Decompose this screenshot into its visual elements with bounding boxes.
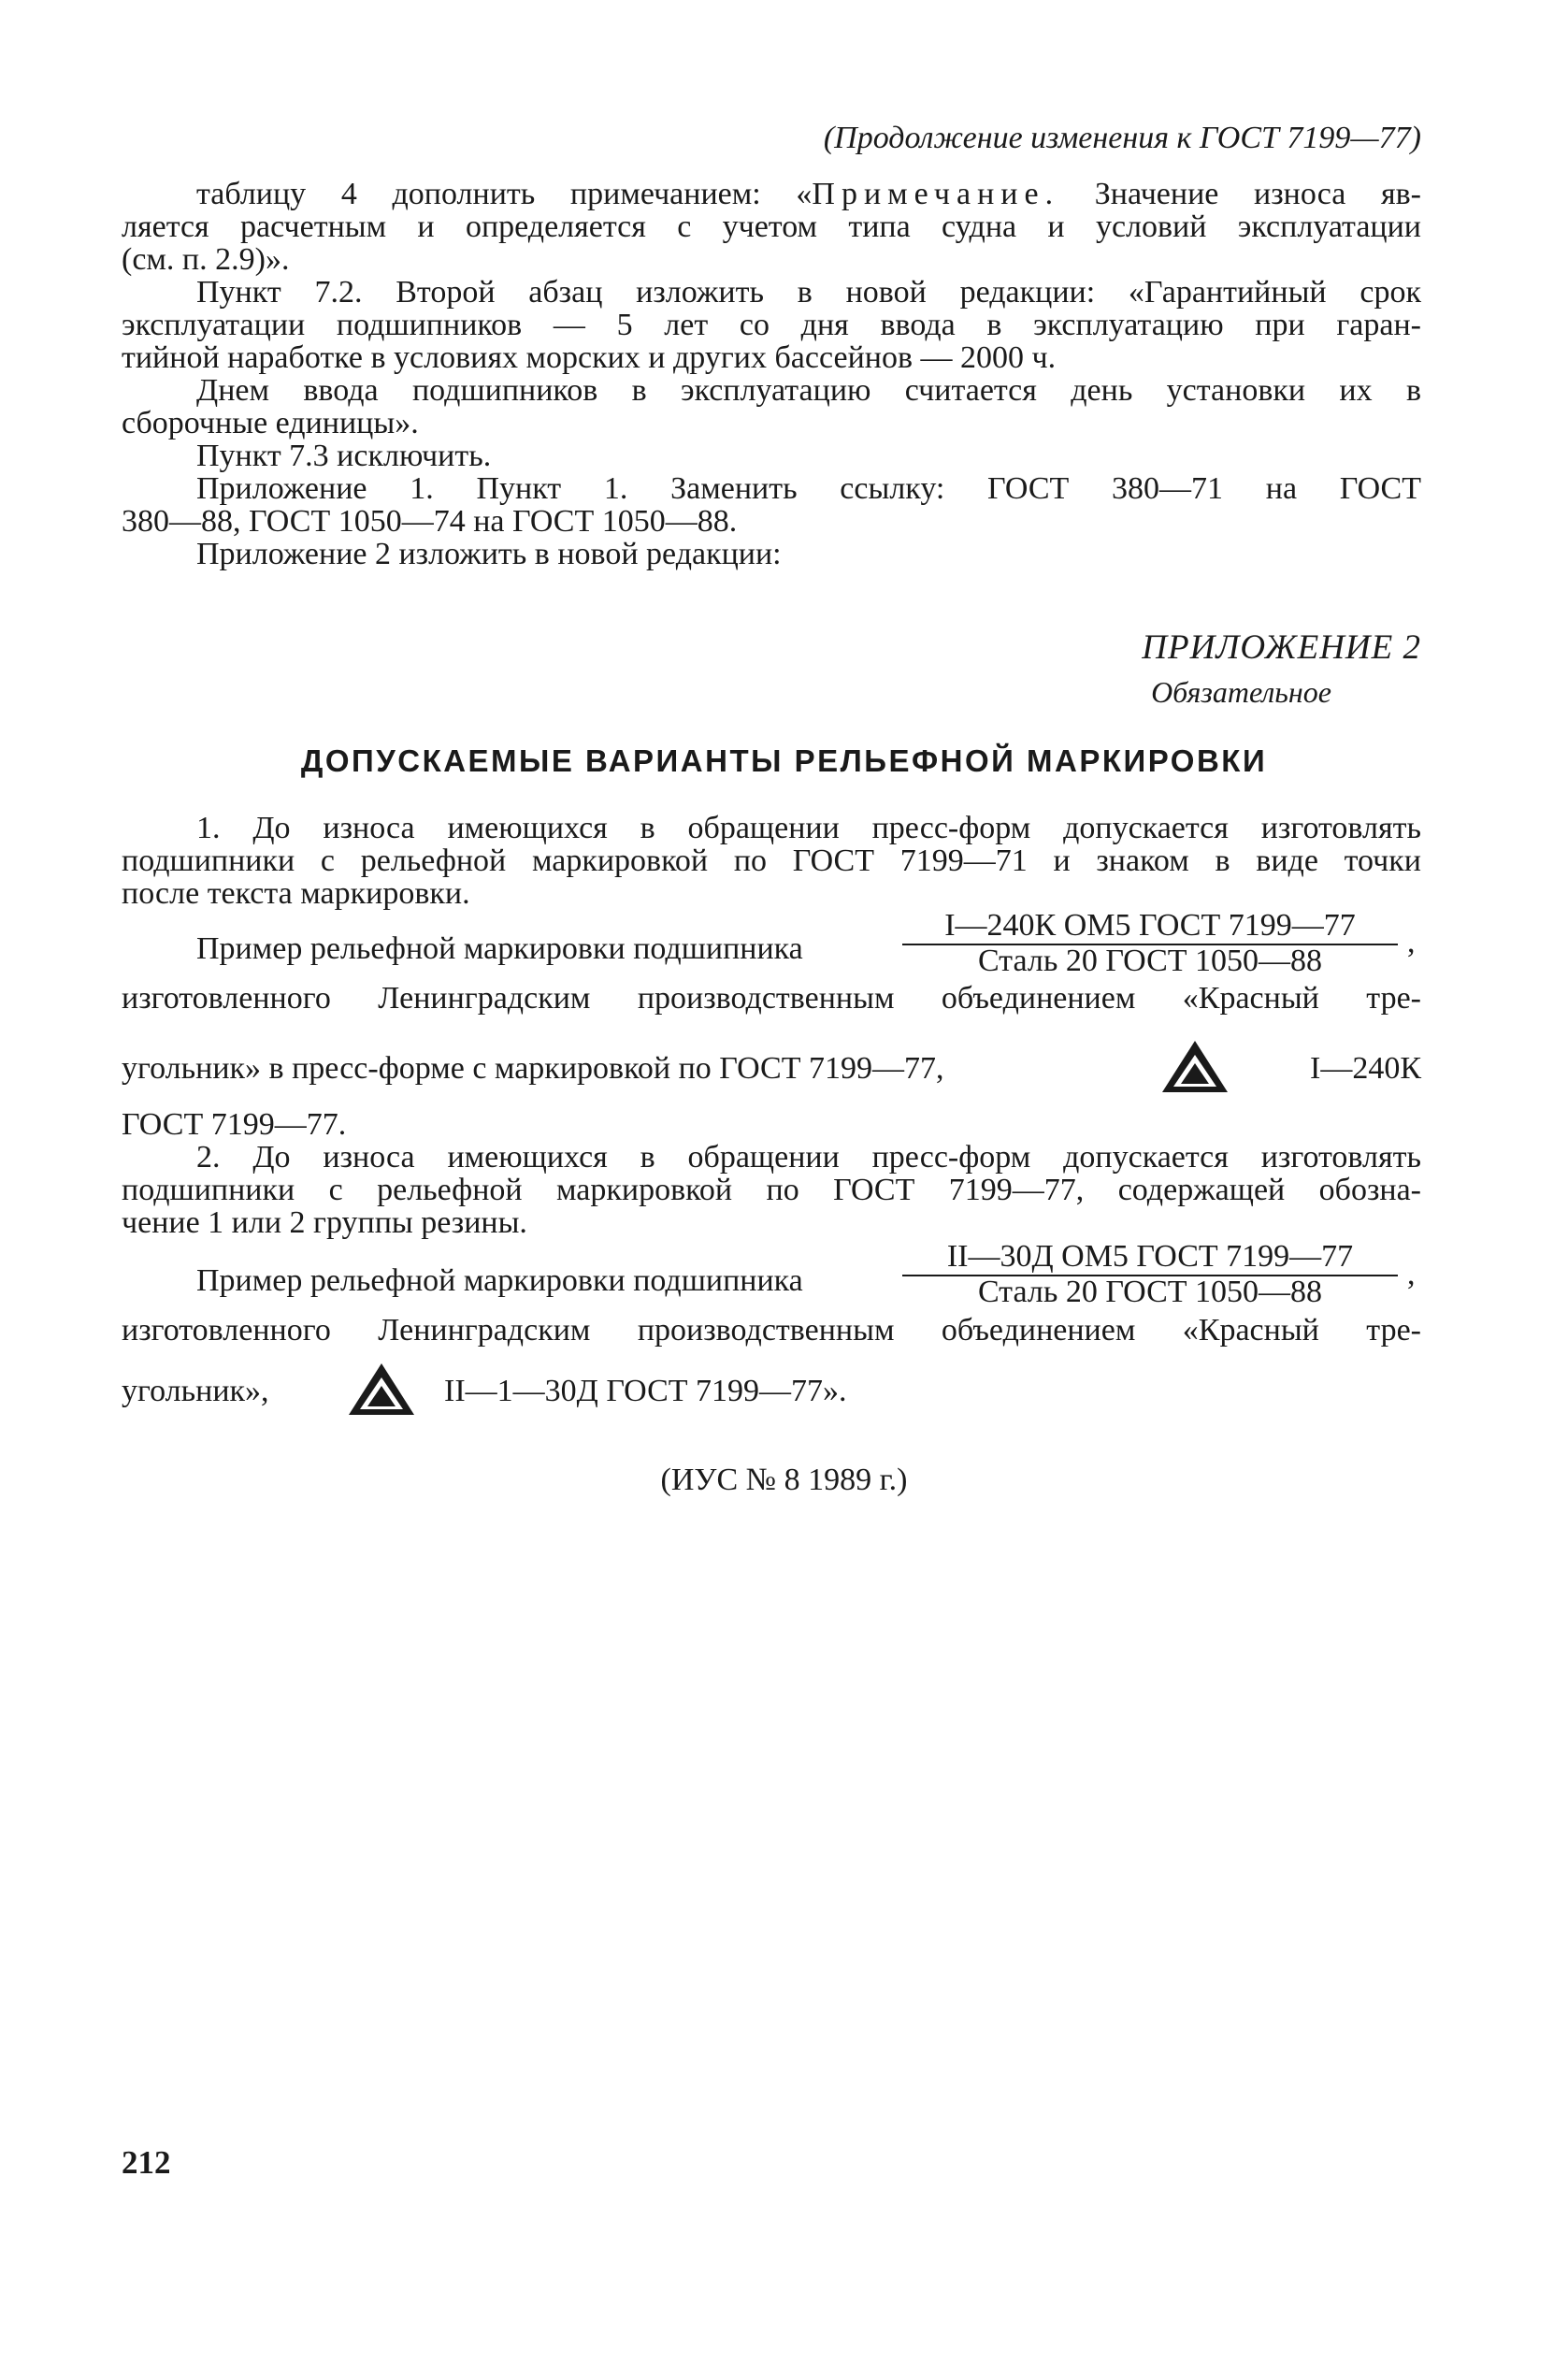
- page-number: 212: [122, 2144, 171, 2181]
- body-line-12: Приложение 2 изложить в новой редакции:: [196, 537, 782, 571]
- section1-line-3: после текста маркировки.: [122, 876, 470, 911]
- section2-line-2: подшипники с рельефной маркировкой по ГОСТ 7199—77, содержащей обозна-: [122, 1173, 1421, 1207]
- section1-line-1: 1. До износа имеющихся в обращении пресс-форм допускается изготовлять: [196, 811, 1421, 845]
- body-line-11: 380—88, ГОСТ 1050—74 на ГОСТ 1050—88.: [122, 504, 738, 539]
- section2-line-3: чение 1 или 2 группы резины.: [122, 1205, 527, 1240]
- body-line-8: сборочные единицы».: [122, 406, 419, 440]
- section2-line-6-end: II—1—30Д ГОСТ 7199—77».: [444, 1374, 847, 1408]
- section1-line-7: ГОСТ 7199—77.: [122, 1107, 347, 1142]
- body-line-6: тийной наработке в условиях морских и других бассейнов — 2000 ч.: [122, 340, 1057, 375]
- body-line-3: (см. п. 2.9)».: [122, 242, 290, 277]
- continuation-header: (Продолжение изменения к ГОСТ 7199—77): [823, 121, 1421, 155]
- section2-line-5: изготовленного Ленинградским производственным объединением «Красный тре-: [122, 1313, 1421, 1348]
- body-line-1: таблицу 4 дополнить примечанием: «Примечание. Значение износа яв-: [196, 177, 1421, 211]
- section2-comma: ,: [1407, 1257, 1416, 1291]
- section1-fraction-numerator: I—240К ОМ5 ГОСТ 7199—77: [902, 909, 1398, 945]
- body-line-2: ляется расчетным и определяется с учетом типа судна и условий эксплуатации: [122, 209, 1421, 244]
- body-line-10: Приложение 1. Пункт 1. Заменить ссылку: ГОСТ 380—71 на ГОСТ: [196, 471, 1421, 506]
- section1-comma: ,: [1407, 925, 1416, 959]
- section2-fraction-denominator: Сталь 20 ГОСТ 1050—88: [977, 1275, 1323, 1309]
- section1-example-label: Пример рельефной маркировки подшипника: [196, 931, 803, 966]
- section1-line-5: изготовленного Ленинградским производственным объединением «Красный тре-: [122, 981, 1421, 1016]
- section1-fraction-denominator: Сталь 20 ГОСТ 1050—88: [977, 944, 1323, 978]
- section1-line-6-start: угольник» в пресс-форме с маркировкой по ГОСТ 7199—77,: [122, 1051, 944, 1086]
- section1-line-6-end: I—240К: [1310, 1051, 1421, 1086]
- body-line-9: Пункт 7.3 исключить.: [196, 439, 492, 473]
- triangle-logo-icon: [1159, 1038, 1230, 1096]
- section1-line-2: подшипники с рельефной маркировкой по ГОСТ 7199—71 и знаком в виде точки: [122, 843, 1421, 878]
- triangle-logo-icon: [346, 1361, 417, 1419]
- section2-marking-fraction: [902, 1240, 1398, 1308]
- source-reference: (ИУС № 8 1989 г.): [660, 1463, 908, 1497]
- body-line-5: эксплуатации подшипников — 5 лет со дня ввода в эксплуатацию при гаран-: [122, 308, 1421, 342]
- body-line-7: Днем ввода подшипников в эксплуатацию считается день установки их в: [196, 373, 1421, 408]
- section1-marking-fraction: [902, 909, 1398, 977]
- section2-line-1: 2. До износа имеющихся в обращении пресс-форм допускается изготовлять: [196, 1140, 1421, 1175]
- body-line-4: Пункт 7.2. Второй абзац изложить в новой редакции: «Гарантийный срок: [196, 275, 1421, 310]
- appendix-subtitle: Обязательное: [1151, 675, 1331, 709]
- appendix-heading: ДОПУСКАЕМЫЕ ВАРИАНТЫ РЕЛЬЕФНОЙ МАРКИРОВКИ: [300, 743, 1268, 778]
- section2-line-6-start: угольник»,: [122, 1374, 269, 1408]
- appendix-title: ПРИЛОЖЕНИЕ 2: [1142, 628, 1421, 667]
- section2-fraction-numerator: II—30Д ОМ5 ГОСТ 7199—77: [902, 1240, 1398, 1276]
- section2-example-label: Пример рельефной маркировки подшипника: [196, 1263, 803, 1298]
